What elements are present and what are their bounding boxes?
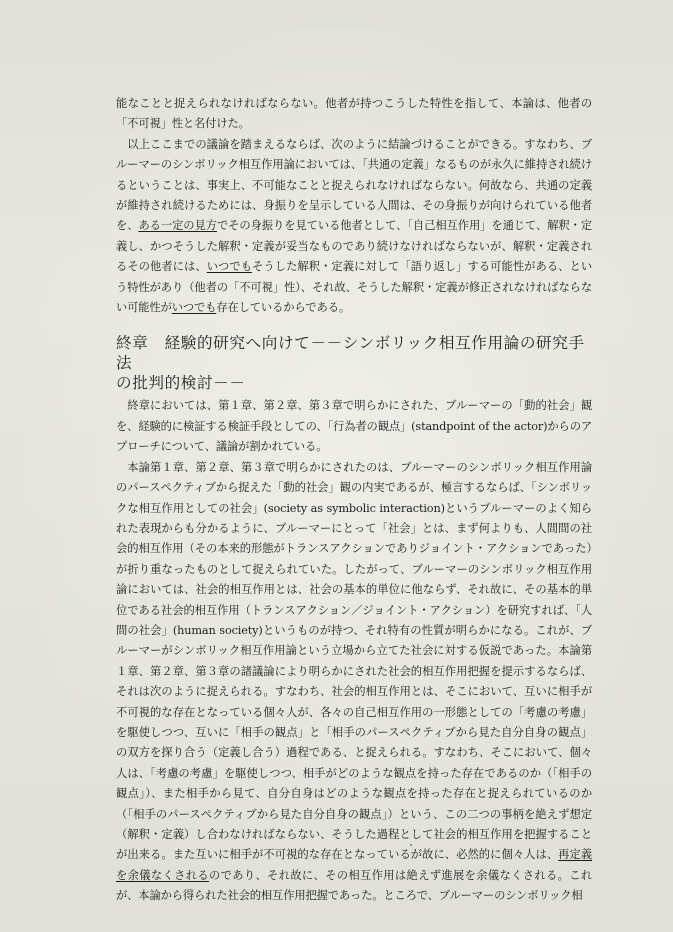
paragraph-chapter-body [116, 458, 592, 907]
heading-line-1: 終章 経験的研究へ向けて－－シンボリック相互作用論の研究手法 [116, 334, 585, 373]
paragraph-continuation: 能なことと捉えられなければならない。他者が持つこうした特性を指して、本論は、他者の「不可視」性と名付けた。 [116, 97, 592, 131]
paragraph-conclusion [116, 135, 592, 319]
section-spacer [116, 318, 592, 333]
underlined-phrase: いつでも [171, 301, 217, 315]
underlined-phrase: ある一定の見方 [138, 219, 217, 233]
document-page [116, 94, 592, 907]
text-run: そうした解釈・定義に対して「語り返し」する可能性がある、という特性があり（他者の「不可視」性）、それ故、そうした解釈・定義が修正されなければならない可能性が [116, 260, 592, 315]
text-run: のであり、それ故に、その相互作用は絶えず進展を余儀なくされる。これが、本論から得られた社会的相互作用把握であった。ところで、ブルーマーのシンボリック相 [116, 868, 592, 903]
underlined-phrase: いつでも [206, 260, 253, 274]
scan-speck [410, 844, 412, 846]
text-run: 存在しているからである。 [216, 301, 350, 315]
text-run: 本論第１章、第２章、第３章で明らかにされたのは、ブルーマーのシンボリック相互作用論のパースペクティブから捉えた「動的社会」観の内実であるが、極言するならば、「シンボリックな相互作用としての社会」(society as symbolic interaction)というブルーマーのよく知られた表現からも分かるように、ブルーマーにとって「社会」とは、まず何よりも、人間間の社会的相互作用（その本来的形態がトランスアクションでありジョイント・アクションであった）が折り重なったものとして捉えられていた。したがって、ブルーマーのシンボリック相互作用論においては、社会的相互作用とは、社会の基本的単位に他ならず、それ故に、その基本的単位である社会的相互作用（トランスアクション／ジョイント・アクション）を研究すれば、「人間の社会」(human society)というものが持つ、それ特有の性質が明らかになる。これが、ブルーマーがシンボリック相互作用論という立場から立てた社会に対する仮説であった。本論第１章、第２章、第３章の諸議論により明らかにされた社会的相互作用把握を提示するならば、それは次のように捉えられる。すなわち、社会的相互作用とは、そこにおいて、互いに相手が不可視的な存在となっている個々人が、各々の自己相互作用の一形態としての「考慮の考慮」を駆使しつつ、互いに「相手の観点」と「相手のパースペクティブから見た自分自身の観点」の双方を探り合う（定義し合う）過程である、と捉えられる。すなわち、そこにおいて、個々人は、「考慮の考慮」を駆使しつつ、相手がどのような観点を持った存在であるのか（「相手の観点」）、また相手から見て、自分自身はどのような観点を持った存在と捉えられているのか（「相手のパースペクティブから見た自分自身の観点」）という、この二つの事柄を絶えず想定（解釈・定義）し合わなければならない、そうした過程として社会的相互作用を把握することが出来る。また互いに相手が不可視的な存在となっているが故に、必然的に個々人は、 [116, 460, 592, 862]
text-run: でその身振りを見ている他者として、「自己相互作用」を通じて、解釈・定義し、かつそうした解釈・定義が妥当なものであり続けなければならないが、解釈・定義されるその他者には、 [116, 219, 593, 274]
paragraph-chapter-intro: 終章においては、第１章、第２章、第３章で明らかにされた、ブルーマーの「動的社会」観を、経験的に検証する検証手段としての、「行為者の観点」(standpoint of the actor)からのアプローチについて、議論が割かれている。 [116, 399, 592, 454]
text-run: 以上ここまでの議論を踏まえるならば、次のように結論づけることができる。すなわち、ブルーマーのシンボリック相互作用論においては、「共通の定義」なるものが永久に維持され続けるということは、事実上、不可能なことと捉えられなければならない。何故なら、共通の定義が維持され続けるためには、身振りを呈示している人間は、その身振りが向けられている他者を、 [116, 137, 592, 233]
heading-line-2: の批判的検討－－ [116, 374, 246, 393]
underlined-phrase: 再定義を余儀なくされる [116, 848, 592, 882]
chapter-heading [116, 333, 592, 393]
